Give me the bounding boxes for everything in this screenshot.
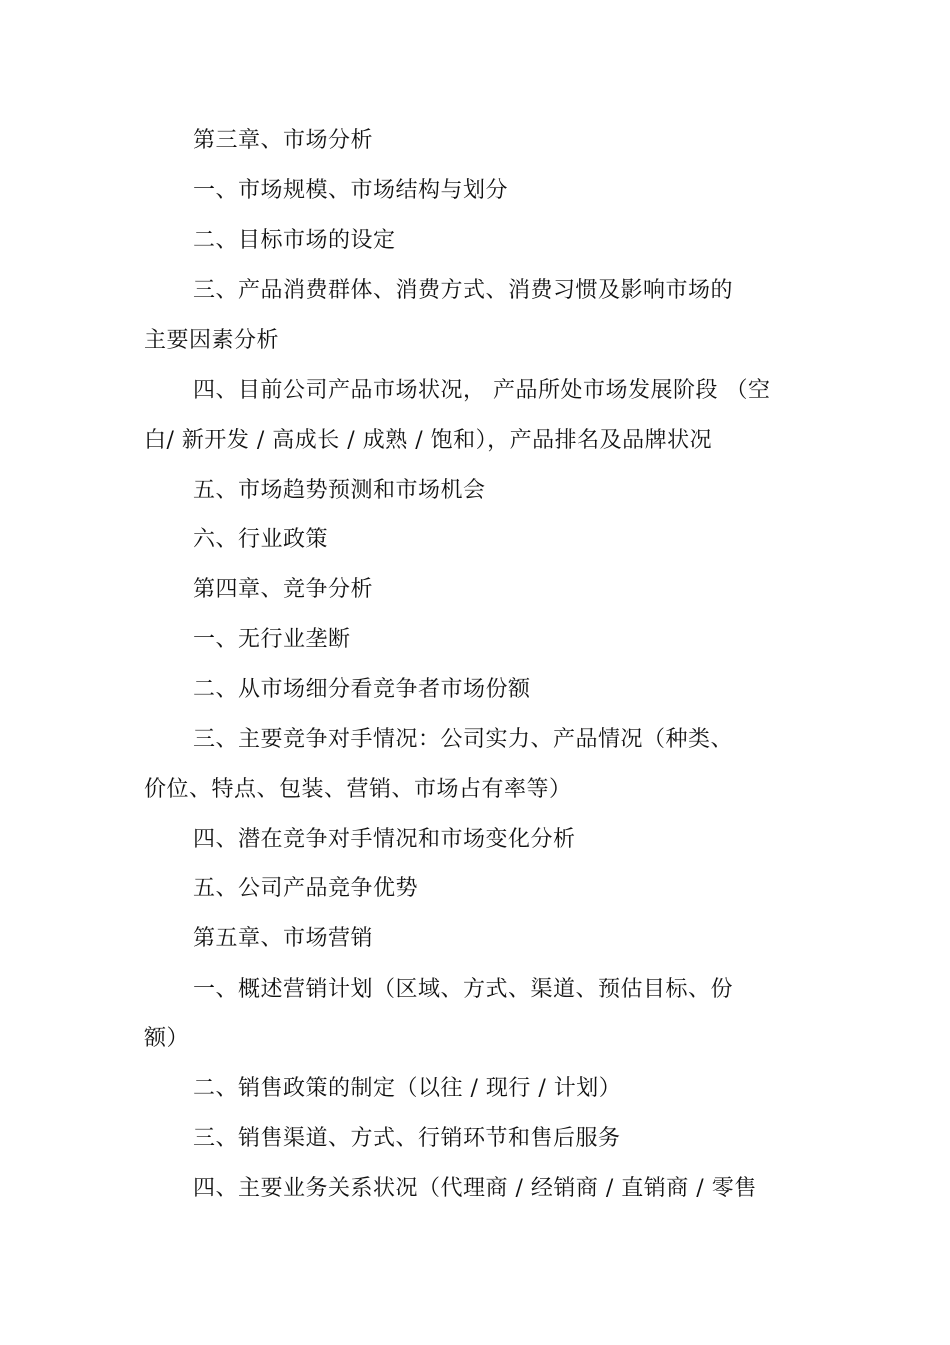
section-market-status-continued: 白/ 新开发 / 高成长 / 成熟 / 饱和），产品排名及品牌状况 — [144, 428, 713, 453]
section-consumer-groups: 三、产品消费群体、消费方式、消费习惯及影响市场的 — [193, 278, 734, 303]
section-main-competitors: 三、主要竞争对手情况：公司实力、产品情况（种类、 — [193, 727, 734, 752]
section-market-trends: 五、市场趋势预测和市场机会 — [193, 478, 486, 503]
section-market-scale: 一、市场规模、市场结构与划分 — [193, 178, 509, 203]
section-sales-policy: 二、销售政策的制定（以往 / 现行 / 计划） — [193, 1076, 622, 1101]
chapter-3-heading: 第三章、市场分析 — [193, 128, 374, 153]
section-no-monopoly: 一、无行业垄断 — [193, 627, 351, 652]
section-main-competitors-continued: 价位、特点、包装、营销、市场占有率等） — [144, 777, 572, 802]
section-competitive-advantage: 五、公司产品竞争优势 — [193, 876, 419, 901]
section-marketing-plan: 一、概述营销计划（区域、方式、渠道、预估目标、份 — [193, 977, 734, 1002]
chapter-4-heading: 第四章、竞争分析 — [193, 577, 374, 602]
section-sales-channels: 三、销售渠道、方式、行销环节和售后服务 — [193, 1126, 621, 1151]
section-market-status: 四、目前公司产品市场状况， 产品所处市场发展阶段 （空 — [193, 378, 771, 403]
section-competitor-share: 二、从市场细分看竞争者市场份额 — [193, 677, 531, 702]
section-target-market: 二、目标市场的设定 — [193, 228, 396, 253]
section-marketing-plan-continued: 额） — [144, 1026, 190, 1051]
section-business-relations: 四、主要业务关系状况（代理商 / 经销商 / 直销商 / 零售 — [193, 1176, 757, 1201]
section-potential-competitors: 四、潜在竞争对手情况和市场变化分析 — [193, 827, 576, 852]
chapter-5-heading: 第五章、市场营销 — [193, 926, 374, 951]
section-consumer-groups-continued: 主要因素分析 — [144, 328, 280, 353]
section-industry-policy: 六、行业政策 — [193, 527, 329, 552]
